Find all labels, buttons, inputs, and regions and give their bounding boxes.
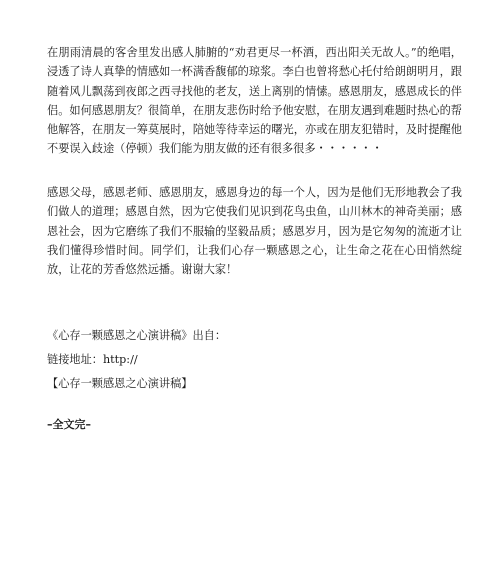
source-bracket-title: 【心存一颗感恩之心演讲稿】: [47, 377, 193, 390]
body-paragraph-2: 感恩父母，感恩老师、感恩朋友，感恩身边的每一个人，因为是他们无形地教会了我们做人的道理；感恩自然，因为它使我们见识到花鸟虫鱼，山川林木的神奇美丽；感恩社会，因为它磨练了我们不服输的坚毅品质；感恩岁月，因为是它匆匆的流逝才让我们懂得珍惜时间。同学们，让我们心存一颗感恩之心，让生命之花在心田悄然绽放，让花的芳香悠然远播。谢谢大家！: [47, 186, 462, 277]
end-of-text-mark: –全文完–: [47, 418, 91, 431]
source-title-line: 《心存一颗感恩之心演讲稿》出自：: [47, 329, 227, 342]
body-paragraph-1: 在朋雨清晨的客舍里发出感人肺腑的“劝君更尽一杯酒，西出阳关无故人。”的绝唱，浸透了诗人真挚的情感如一杯满香馥郁的琼浆。李白也曾将愁心托付给朗朗明月，跟随着风儿飘荡到夜郎之西寻找他的老友，送上离别的情愫。感恩朋友，感恩成长的伴侣。如何感恩朋友？很简单，在朋友悲伤时给予他安慰，在朋友遇到难题时热心的帮他解答，在朋友一筹莫展时，陪她等待幸运的曙光，亦或在朋友犯错时，及时提醒他不要误入歧途（停顿）我们能为朋友做的还有很多很多・・・・・・: [47, 46, 462, 156]
source-link-line[interactable]: 链接地址：http://: [47, 353, 138, 366]
